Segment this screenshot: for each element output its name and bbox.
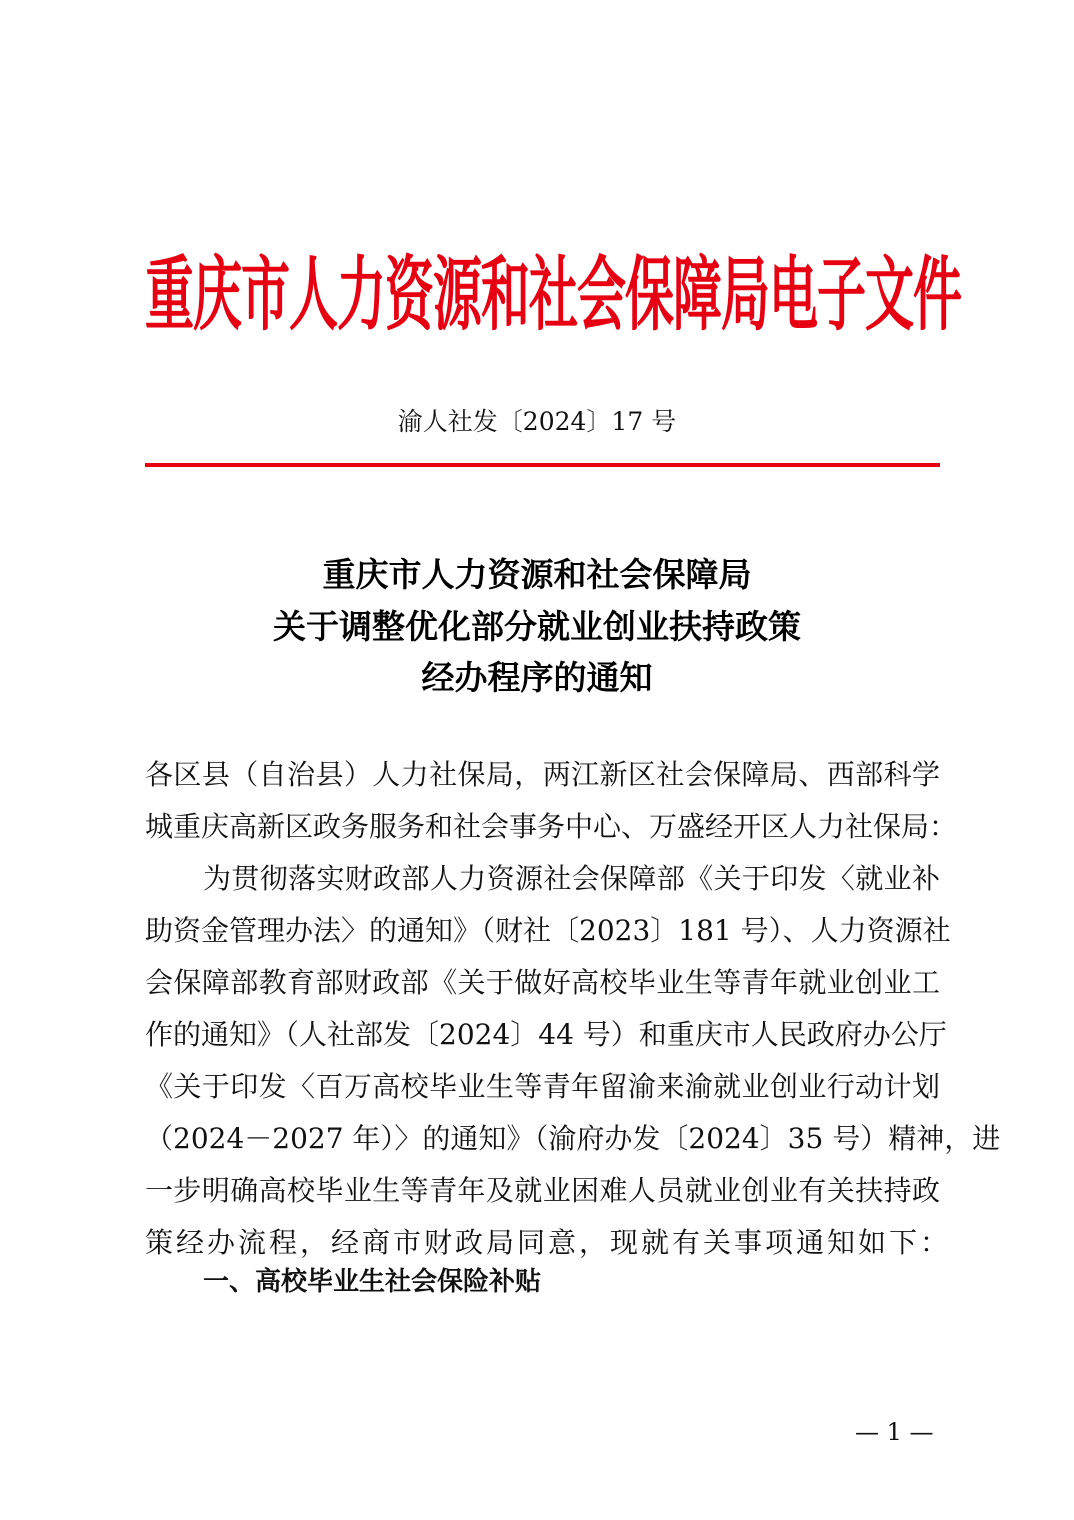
page-number: — 1 — bbox=[855, 1418, 934, 1446]
body-line: 策经办流程，经商市财政局同意，现就有关事项通知如下： bbox=[145, 1226, 952, 1259]
body-line: 各区县（自治县）人力社保局，两江新区社会保障局、西部科学 bbox=[145, 758, 940, 791]
body-line: （2024－2027 年）〉的通知》（渝府办发〔2024〕35 号）精神，进 bbox=[145, 1122, 1001, 1155]
red-divider bbox=[145, 463, 940, 467]
document-number: 渝人社发〔2024〕17 号 bbox=[397, 407, 677, 436]
masthead-title: 重庆市人力资源和社会保障局电子文件 bbox=[145, 248, 962, 343]
document-title-line: 关于调整优化部分就业创业扶持政策 bbox=[273, 607, 801, 646]
body-line: 城重庆高新区政务服务和社会事务中心、万盛经开区人力社保局： bbox=[145, 810, 958, 843]
document-title-line: 经办程序的通知 bbox=[421, 658, 653, 697]
body-line: 会保障部教育部财政部《关于做好高校毕业生等青年就业创业工 bbox=[145, 966, 940, 999]
body-line: 一步明确高校毕业生等青年及就业困难人员就业创业有关扶持政 bbox=[145, 1174, 940, 1207]
body-line: 助资金管理办法〉的通知》（财社〔2023〕181 号）、人力资源社 bbox=[145, 914, 951, 947]
document-title-line: 重庆市人力资源和社会保障局 bbox=[322, 555, 752, 594]
body-line: 为贯彻落实财政部人力资源社会保障部《关于印发〈就业补 bbox=[203, 862, 940, 895]
body-line: 《关于印发〈百万高校毕业生等青年留渝来渝就业创业行动计划 bbox=[145, 1070, 940, 1103]
body-line: 作的通知》（人社部发〔2024〕44 号）和重庆市人民政府办公厅 bbox=[145, 1018, 947, 1051]
section-heading: 一、高校毕业生社会保险补贴 bbox=[203, 1267, 542, 1297]
